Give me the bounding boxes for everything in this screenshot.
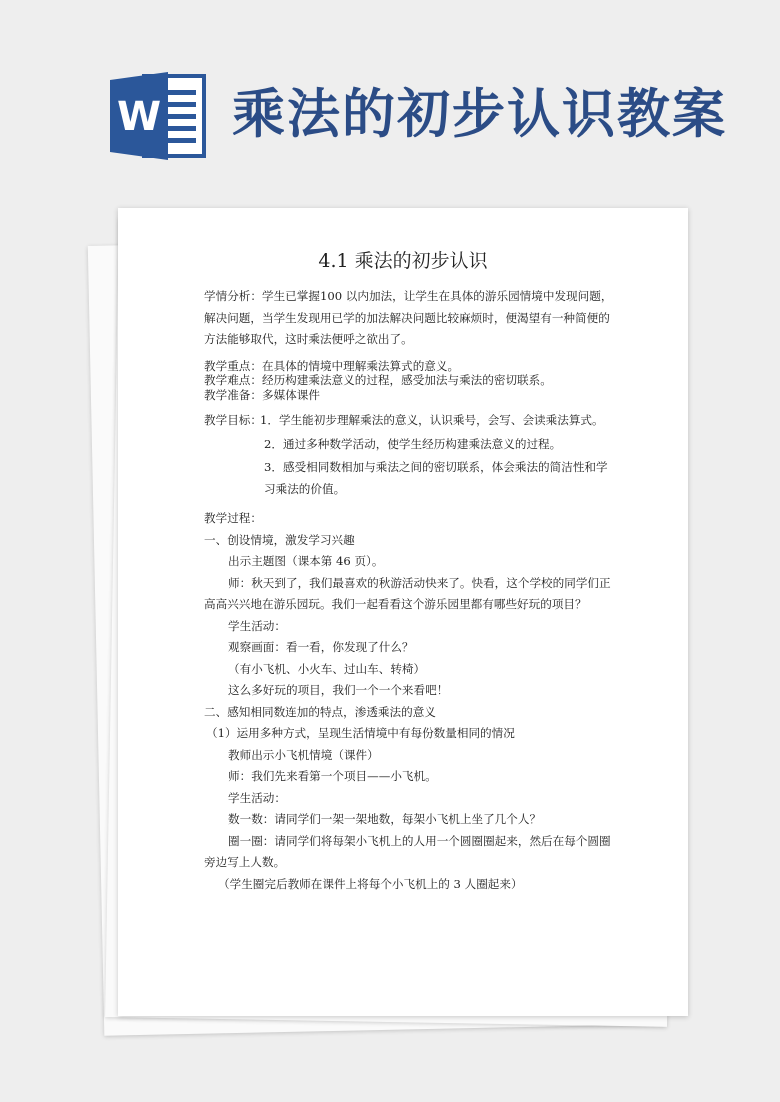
goal-item: 2．通过多种数学活动，使学生经历构建乘法意义的过程。 xyxy=(264,436,562,451)
text-line: （学生圈完后教师在课件上将每个小飞机上的 3 人圈起来） xyxy=(218,876,523,891)
text-line: 教学过程： xyxy=(204,511,262,525)
goal-item: 习乘法的价值。 xyxy=(264,481,346,496)
banner-title: 乘法的初步认识教案 xyxy=(232,84,727,145)
page-title: 4.1 乘法的初步认识 xyxy=(318,250,488,272)
header-banner xyxy=(0,0,780,200)
text-line: 师：我们先来看第一个项目——小飞机。 xyxy=(228,769,437,783)
text-line: （有小飞机、小火车、过山车、转椅） xyxy=(228,661,426,676)
text-line: 师：秋天到了，我们最喜欢的秋游活动快来了。快看，这个学校的同学们正 xyxy=(228,575,611,590)
text-line: 教学准备：多媒体课件 xyxy=(204,387,320,402)
text-line: 方法能够取代，这时乘法便呼之欲出了。 xyxy=(204,332,413,346)
text-line: 圈一圈：请同学们将每架小飞机上的人用一个圆圈圈起来，然后在每个圆圈 xyxy=(228,833,611,848)
word-logo-icon xyxy=(108,70,208,162)
text-line: 出示主题图（课本第 46 页）。 xyxy=(228,554,384,568)
text-line: 学情分析：学生已掌握100 以内加法，让学生在具体的游乐园情境中发现问题， xyxy=(204,289,613,303)
text-line: 教师出示小飞机情境（课件） xyxy=(228,747,379,762)
section-heading: 二、感知相同数连加的特点，渗透乘法的意义 xyxy=(204,704,436,719)
text-line: 观察画面：看一看，你发现了什么？ xyxy=(228,640,414,654)
text-line: 解决问题，当学生发现用已学的加法解决问题比较麻烦时，便渴望有一种简便的 xyxy=(204,310,610,325)
goal-item: 1．学生能初步理解乘法的意义，认识乘号，会写、会读乘法算式。 xyxy=(260,413,604,427)
text-line: 数一数：请同学们一架一架地数，每架小飞机上坐了几个人？ xyxy=(228,812,542,826)
document-page xyxy=(118,208,688,1016)
goal-item: 3．感受相同数相加与乘法之间的密切联系，体会乘法的简洁性和学 xyxy=(264,459,608,474)
text-line: 旁边写上人数。 xyxy=(204,855,286,869)
text-line: 高高兴兴地在游乐园玩。我们一起看看这个游乐园里都有哪些好玩的项目？ xyxy=(204,597,587,611)
text-line: 这么多好玩的项目，我们一个一个来看吧！ xyxy=(228,683,449,697)
text-line: （1）运用多种方式，呈现生活情境中有每份数量相同的情况 xyxy=(206,726,515,740)
goal-label: 教学目标： xyxy=(204,413,262,427)
teaching-goals xyxy=(204,410,614,500)
text-line: 学生活动： xyxy=(228,618,286,633)
text-line: 教学难点：经历构建乘法意义的过程，感受加法与乘法的密切联系。 xyxy=(204,373,552,387)
text-line: 学生活动： xyxy=(228,790,286,805)
svg-text:W: W xyxy=(116,94,162,140)
section-heading: 一、创设情境，激发学习兴趣 xyxy=(204,532,355,547)
text-line: 教学重点：在具体的情境中理解乘法算式的意义。 xyxy=(204,358,460,373)
document-body xyxy=(204,286,614,895)
